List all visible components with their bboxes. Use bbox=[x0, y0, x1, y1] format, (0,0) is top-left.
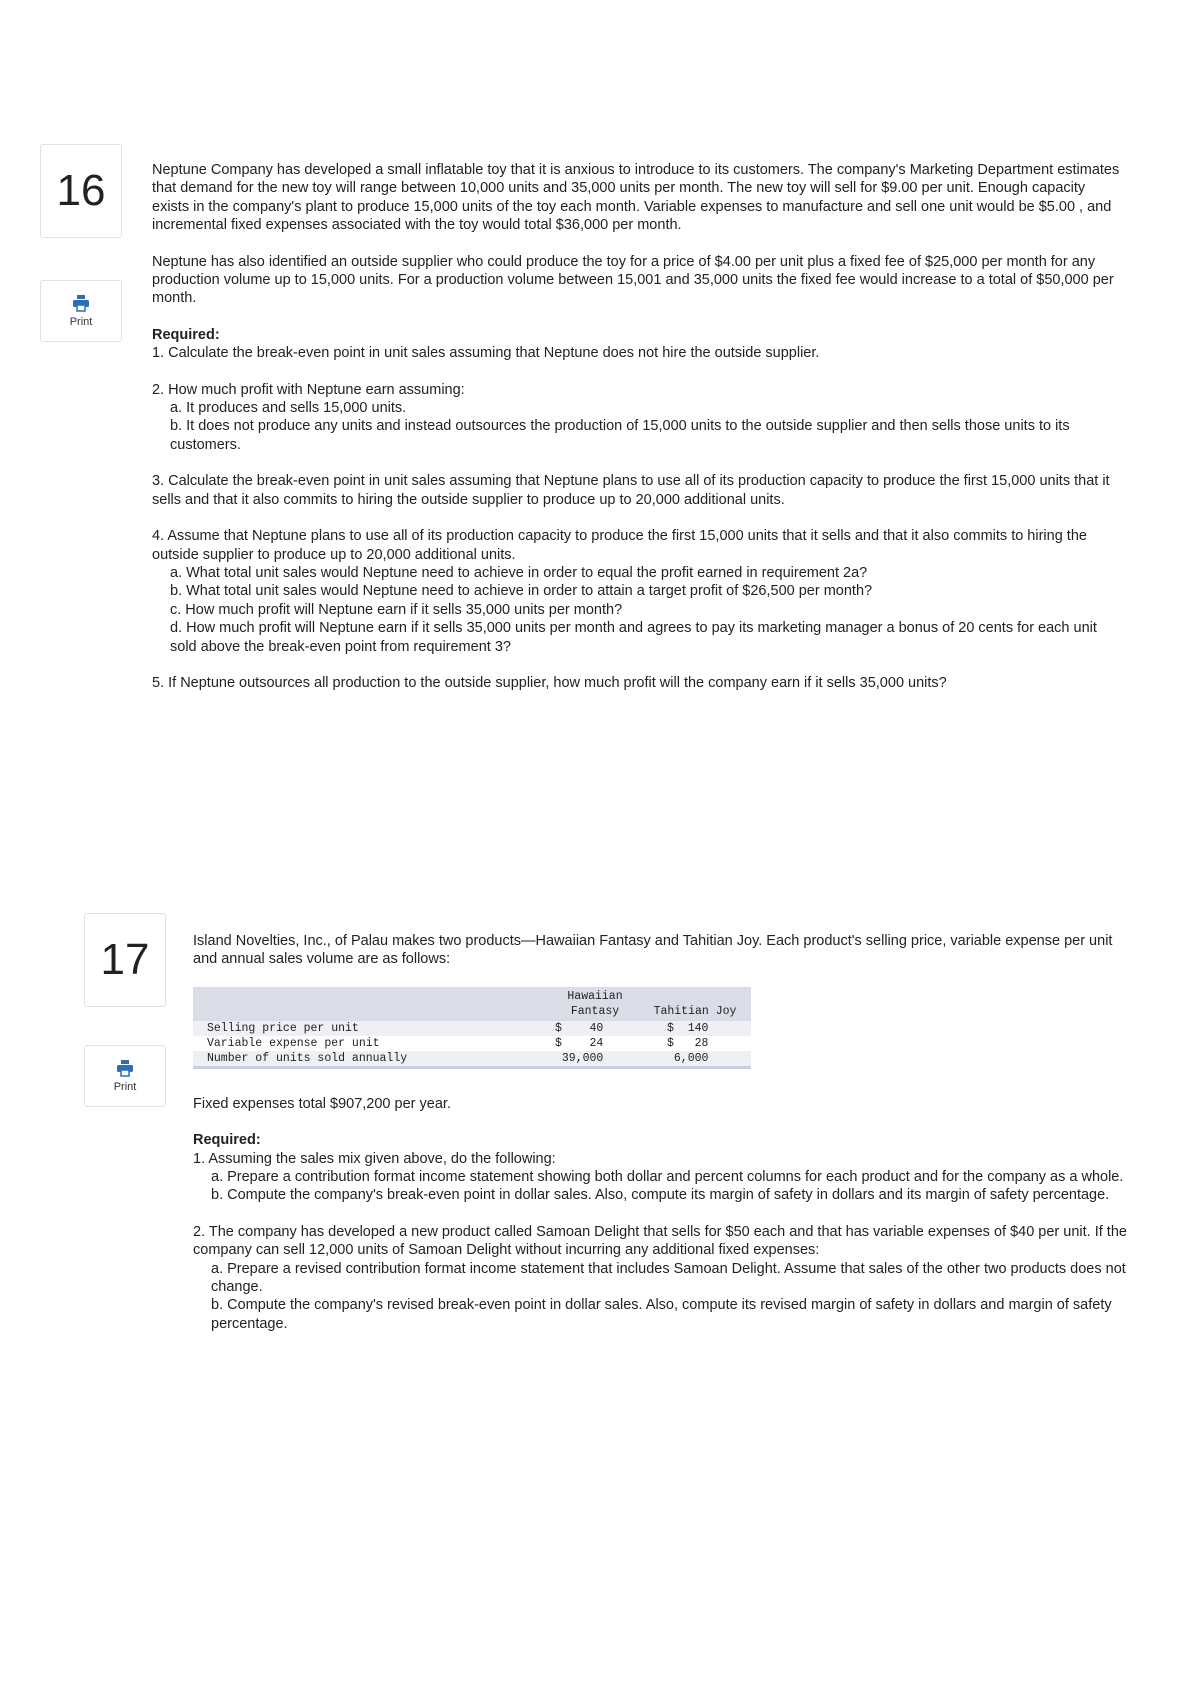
requirement-1: 1. Assuming the sales mix given above, do the following: bbox=[193, 1150, 556, 1167]
row-label: Variable expense per unit bbox=[207, 1036, 380, 1050]
required-heading: Required: bbox=[152, 326, 220, 343]
requirement-2: 2. How much profit with Neptune earn assuming: bbox=[152, 381, 465, 398]
requirement-2a: a. It produces and sells 15,000 units. bbox=[170, 400, 407, 417]
cell-tahitian: $ 140 bbox=[667, 1021, 709, 1035]
requirement-5: 5. If Neptune outsources all production to the outside supplier, how much profit will the company earn if it sells 35,000 units? bbox=[152, 674, 947, 691]
requirement-2b: b. It does not produce any units and instead outsources the production of 15,000 units to the outside supplier and then sells those units to its customers. bbox=[170, 418, 1070, 453]
question-16-body bbox=[152, 161, 1122, 692]
required-heading: Required: bbox=[193, 1132, 261, 1149]
print-button-16[interactable] bbox=[40, 280, 122, 342]
row-label: Selling price per unit bbox=[207, 1021, 359, 1035]
print-label: Print bbox=[113, 1081, 137, 1093]
printer-icon bbox=[116, 1059, 134, 1077]
cell-tahitian: 6,000 bbox=[667, 1051, 709, 1065]
product-data-table-wrapper bbox=[193, 987, 751, 1069]
q17-intro: Island Novelties, Inc., of Palau makes two products—Hawaiian Fantasy and Tahitian Joy. Each product's selling price, variable expense per unit and annual sales volume are as follows: bbox=[193, 933, 1113, 968]
col-header-line-2: Fantasy bbox=[570, 1004, 620, 1018]
requirement-2: 2. The company has developed a new product called Samoan Delight that sells for $50 each and that has variable expenses of $40 per unit. If the company can sell 12,000 units of Samoan Delight without incurring any additional fixed expenses: bbox=[193, 1223, 1127, 1259]
q16-paragraph-2: Neptune has also identified an outside supplier who could produce the toy for a price of $4.00 per unit plus a fixed fee of $25,000 per month for any production volume up to 15,000 units. For a production volume between 15,001 and 35,000 units the fixed fee would increase to a total of $50,000 per month. bbox=[152, 253, 1114, 307]
cell-hawaiian: $ 24 bbox=[555, 1036, 604, 1050]
question-number-17: 17 bbox=[84, 913, 166, 1007]
requirement-2b: b. Compute the company's revised break-even point in dollar sales. Also, compute its revised margin of safety in dollars and margin of safety percentage. bbox=[211, 1297, 1112, 1332]
question-number-16: 16 bbox=[40, 144, 122, 238]
cell-hawaiian: 39,000 bbox=[555, 1051, 604, 1065]
requirement-4c: c. How much profit will Neptune earn if it sells 35,000 units per month? bbox=[170, 601, 623, 618]
print-button-17[interactable] bbox=[84, 1045, 166, 1107]
requirement-4b: b. What total unit sales would Neptune need to achieve in order to attain a target profit of $26,500 per month? bbox=[170, 583, 873, 600]
table-row bbox=[193, 1036, 751, 1051]
requirement-4: 4. Assume that Neptune plans to use all of its production capacity to produce the first 15,000 units that it sells and that it also commits to hiring the outside supplier to produce up to 20,000 additional units. bbox=[152, 528, 1087, 563]
print-label: Print bbox=[69, 316, 93, 328]
col-header-hawaiian-fantasy bbox=[551, 987, 639, 1021]
cell-hawaiian: $ 40 bbox=[555, 1021, 604, 1035]
printer-icon bbox=[72, 294, 90, 312]
table-header-blank bbox=[193, 987, 551, 1021]
fixed-expenses-text: Fixed expenses total $907,200 per year. bbox=[193, 1095, 451, 1112]
col-header-line-1: Hawaiian bbox=[567, 989, 623, 1003]
table-header-row bbox=[193, 987, 751, 1021]
requirement-4a: a. What total unit sales would Neptune need to achieve in order to equal the profit earned in requirement 2a? bbox=[170, 564, 868, 581]
requirement-1: 1. Calculate the break-even point in unit sales assuming that Neptune does not hire the outside supplier. bbox=[152, 345, 820, 362]
q16-paragraph-1: Neptune Company has developed a small inflatable toy that it is anxious to introduce to its customers. The company's Marketing Department estimates that demand for the new toy will range between 10,000 units and 35,000 units per month. The new toy will sell for $9.00 per unit. Enough capacity exists in the company's plant to produce 15,000 units of the toy each month. Variable expenses to manufacture and sell one unit would be $5.00 , and incremental fixed expenses associated with the toy would total $36,000 per month. bbox=[152, 162, 1120, 234]
product-data-table bbox=[193, 987, 751, 1066]
row-label: Number of units sold annually bbox=[207, 1051, 408, 1065]
table-row bbox=[193, 1051, 751, 1066]
col-header-tahitian-joy: Tahitian Joy bbox=[653, 1004, 737, 1018]
requirement-1b: b. Compute the company's break-even point in dollar sales. Also, compute its margin of safety in dollars and its margin of safety percentage. bbox=[211, 1187, 1110, 1204]
cell-tahitian: $ 28 bbox=[667, 1036, 709, 1050]
requirement-1a: a. Prepare a contribution format income statement showing both dollar and percent columns for each product and for the company as a whole. bbox=[211, 1169, 1124, 1186]
table-row bbox=[193, 1021, 751, 1036]
requirement-3: 3. Calculate the break-even point in unit sales assuming that Neptune plans to use all of its production capacity to produce the first 15,000 units that it sells and that it also commits to hiring the outside supplier to produce up to 20,000 additional units. bbox=[152, 473, 1110, 508]
requirement-2a: a. Prepare a revised contribution format income statement that includes Samoan Delight. Assume that sales of the other two products does not change. bbox=[211, 1260, 1126, 1296]
requirement-4d: d. How much profit will Neptune earn if it sells 35,000 units per month and agrees to pay its marketing manager a bonus of 20 cents for each unit sold above the break-even point from requirement 3? bbox=[170, 620, 1097, 655]
question-17-body bbox=[193, 932, 1128, 1333]
